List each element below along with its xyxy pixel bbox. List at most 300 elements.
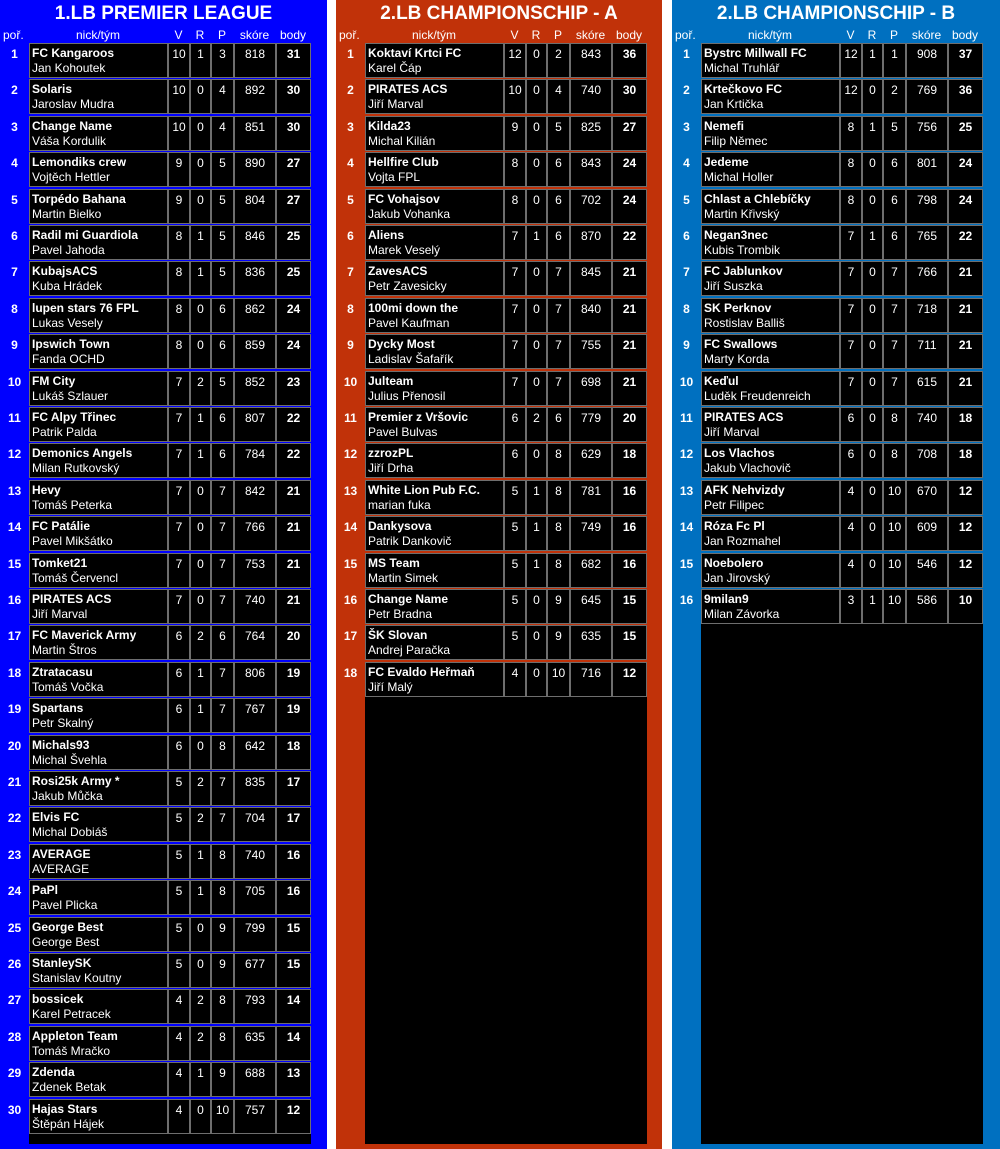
row-rank: 14: [7, 520, 22, 535]
row-v: 4: [840, 553, 862, 588]
row-rank: 18: [343, 665, 358, 680]
row-r: 1: [190, 844, 211, 879]
row-v: 5: [504, 625, 526, 660]
player-name: Jan Krtička: [704, 97, 764, 112]
table-row: [336, 152, 662, 188]
row-rank: 13: [343, 483, 358, 498]
player-name: Tomáš Peterka: [32, 497, 113, 512]
table-row: [0, 917, 327, 953]
row-points: 24: [612, 152, 647, 187]
row-r: 0: [862, 407, 883, 442]
row-points: 22: [612, 225, 647, 260]
table-row: [0, 480, 327, 516]
team-name: Ztratacasu: [32, 664, 93, 679]
header-points: body: [615, 28, 643, 42]
row-p: 7: [211, 807, 234, 842]
row-score: 799: [234, 917, 276, 952]
row-name-cell: [365, 116, 504, 151]
row-rank: 25: [7, 920, 22, 935]
row-points: 18: [612, 443, 647, 478]
header-score: skóre: [575, 28, 606, 42]
row-name-cell: [29, 1026, 168, 1061]
table-row: [336, 480, 662, 516]
row-r: 1: [190, 225, 211, 260]
row-v: 4: [168, 1062, 190, 1097]
row-p: 5: [211, 189, 234, 224]
row-v: 7: [840, 225, 862, 260]
row-rank: 6: [11, 229, 18, 243]
team-name: PIRATES ACS: [32, 592, 112, 606]
row-points: 17: [276, 771, 311, 806]
row-score: 635: [570, 625, 612, 660]
row-p: 10: [883, 589, 906, 624]
row-points: 21: [612, 261, 647, 296]
team-name: Kilda23: [368, 118, 411, 133]
table-row: [0, 698, 327, 734]
row-score: 705: [234, 880, 276, 915]
table-row: [336, 43, 662, 79]
row-name-cell: [701, 261, 840, 296]
row-rank: 10: [679, 374, 694, 389]
table-row: [0, 844, 327, 880]
table-row: [336, 516, 662, 552]
row-p: 9: [547, 589, 570, 624]
row-r: 0: [190, 516, 211, 551]
row-points: 17: [276, 807, 311, 842]
row-rank: 6: [347, 229, 354, 243]
player-name: Jakub Vohanka: [368, 206, 451, 221]
table-row: [672, 480, 1000, 516]
row-r: 1: [190, 662, 211, 697]
row-points: 21: [612, 334, 647, 369]
table-row: [336, 116, 662, 152]
row-v: 5: [504, 589, 526, 624]
player-name: Petr Bradna: [368, 607, 433, 621]
team-name: Tomket21: [32, 555, 88, 570]
table-row: [0, 1026, 327, 1062]
row-r: 0: [526, 589, 547, 624]
row-r: 0: [190, 735, 211, 770]
championship-a-panel: [336, 0, 662, 1149]
row-r: 0: [862, 79, 883, 114]
row-p: 8: [211, 989, 234, 1024]
row-name-cell: [365, 625, 504, 660]
row-v: 12: [840, 79, 862, 114]
row-name-cell: [29, 880, 168, 915]
player-name: Jiří Marval: [368, 97, 424, 112]
row-p: 7: [547, 261, 570, 296]
team-name: Demonics Angels: [32, 446, 133, 461]
row-points: 25: [276, 225, 311, 260]
row-score: 753: [234, 553, 276, 588]
team-name: FC Vohajsov: [368, 191, 440, 206]
header-rank: poř.: [339, 28, 360, 42]
header-score: skóre: [911, 28, 942, 42]
row-score: 890: [234, 152, 276, 187]
row-score: 801: [906, 152, 948, 187]
team-name: George Best: [32, 919, 104, 934]
player-name: Vojtěch Hettler: [32, 170, 111, 185]
row-v: 12: [504, 43, 526, 78]
row-score: 704: [234, 807, 276, 842]
row-name-cell: [29, 261, 168, 296]
row-score: 870: [570, 225, 612, 260]
row-points: 18: [276, 735, 311, 770]
row-score: 740: [906, 407, 948, 442]
row-points: 12: [948, 516, 983, 551]
row-p: 8: [547, 480, 570, 515]
row-rank: 10: [343, 374, 358, 389]
row-name-cell: [365, 589, 504, 624]
team-name: Radil mi Guardiola: [32, 228, 139, 242]
team-name: Hellfire Club: [368, 155, 439, 170]
row-score: 843: [570, 43, 612, 78]
header-v: V: [174, 28, 183, 42]
table-row: [0, 371, 327, 407]
row-name-cell: [701, 516, 840, 551]
row-points: 24: [948, 152, 983, 187]
player-name: Jiří Suszka: [704, 279, 763, 294]
row-v: 4: [168, 989, 190, 1024]
row-name-cell: [29, 771, 168, 806]
player-name: Pavel Bulvas: [368, 425, 438, 439]
row-p: 5: [211, 371, 234, 406]
row-score: 546: [906, 553, 948, 588]
team-name: AFK Nehvizdy: [704, 482, 785, 497]
row-rank: 4: [683, 156, 690, 171]
row-points: 19: [276, 662, 311, 697]
row-r: 2: [190, 807, 211, 842]
row-points: 36: [612, 43, 647, 78]
row-p: 4: [211, 79, 234, 114]
row-rank: 14: [679, 520, 694, 535]
row-score: 806: [234, 662, 276, 697]
row-r: 0: [190, 1099, 211, 1134]
team-name: Change Name: [368, 592, 449, 606]
row-points: 15: [276, 917, 311, 952]
row-v: 9: [168, 152, 190, 187]
row-name-cell: [29, 589, 168, 624]
player-name: Michal Kilián: [368, 133, 436, 148]
row-rank: 8: [11, 301, 18, 316]
row-p: 5: [211, 225, 234, 260]
row-points: 21: [276, 516, 311, 551]
team-name: Keďul: [704, 373, 739, 388]
row-r: 1: [190, 880, 211, 915]
row-rank: 2: [683, 83, 690, 98]
row-points: 21: [276, 553, 311, 588]
row-r: 1: [862, 589, 883, 624]
team-name: Ipswich Town: [32, 337, 110, 352]
row-p: 5: [211, 261, 234, 296]
player-name: Jan Jirovský: [704, 570, 771, 585]
row-v: 5: [504, 480, 526, 515]
row-p: 2: [883, 79, 906, 114]
table-row: [0, 116, 327, 152]
row-r: 0: [190, 298, 211, 333]
team-name: Krtečkovo FC: [704, 82, 783, 97]
team-name: FC Maverick Army: [32, 628, 137, 643]
team-name: bossicek: [32, 992, 84, 1007]
table-row: [672, 371, 1000, 407]
team-name: Lemondiks crew: [32, 155, 127, 170]
table-row: [0, 735, 327, 771]
player-name: Michal Truhlář: [704, 61, 780, 75]
row-name-cell: [29, 735, 168, 770]
team-name: FC Alpy Třinec: [32, 410, 117, 424]
player-name: Milan Závorka: [704, 607, 780, 621]
row-v: 6: [504, 407, 526, 442]
row-score: 781: [570, 480, 612, 515]
row-rank: 3: [11, 119, 18, 134]
team-name: Rosi25k Army *: [32, 774, 120, 788]
header-points: body: [951, 28, 979, 42]
row-points: 25: [948, 116, 983, 151]
row-points: 19: [276, 698, 311, 733]
team-name: PIRATES ACS: [368, 82, 448, 97]
row-points: 24: [948, 189, 983, 224]
row-rank: 28: [7, 1029, 22, 1044]
row-p: 7: [211, 589, 234, 624]
table-row: [672, 189, 1000, 225]
row-score: 766: [234, 516, 276, 551]
row-rank: 9: [347, 338, 354, 353]
row-score: 859: [234, 334, 276, 369]
row-rank: 8: [683, 301, 690, 316]
team-name: 100mi down the: [368, 300, 459, 315]
row-v: 5: [168, 953, 190, 988]
table-row: [672, 407, 1000, 443]
row-v: 7: [504, 225, 526, 260]
player-name: Pavel Plicka: [32, 898, 98, 913]
row-name-cell: [701, 589, 840, 624]
row-v: 7: [168, 407, 190, 442]
row-rank: 3: [347, 119, 354, 134]
player-name: Julius Přenosil: [368, 388, 446, 403]
row-r: 0: [862, 480, 883, 515]
row-r: 1: [526, 225, 547, 260]
row-name-cell: [29, 225, 168, 260]
row-p: 9: [547, 625, 570, 660]
row-p: 8: [883, 443, 906, 478]
player-name: Kubis Trombik: [704, 243, 781, 257]
table-row: [336, 553, 662, 589]
table-row: [672, 298, 1000, 334]
row-p: 8: [547, 516, 570, 551]
row-v: 5: [504, 553, 526, 588]
row-v: 5: [504, 516, 526, 551]
row-p: 7: [211, 771, 234, 806]
row-r: 0: [526, 261, 547, 296]
player-name: Lukas Vesely: [32, 315, 103, 330]
row-r: 1: [862, 43, 883, 78]
row-r: 0: [526, 43, 547, 78]
team-name: Michals93: [32, 737, 90, 752]
row-v: 6: [168, 698, 190, 733]
row-p: 7: [211, 662, 234, 697]
row-score: 835: [234, 771, 276, 806]
row-name-cell: [29, 553, 168, 588]
row-v: 6: [168, 735, 190, 770]
row-rank: 4: [11, 156, 18, 171]
table-row: [0, 989, 327, 1025]
player-name: Marty Korda: [704, 352, 770, 367]
row-v: 10: [168, 43, 190, 78]
team-name: FC Evaldo Heřmaň: [368, 664, 475, 679]
team-name: Change Name: [32, 118, 113, 133]
row-v: 10: [168, 116, 190, 151]
row-rank: 20: [7, 738, 22, 753]
row-points: 27: [612, 116, 647, 151]
player-name: Zdenek Betak: [32, 1080, 107, 1095]
row-name-cell: [365, 516, 504, 551]
row-r: 0: [862, 298, 883, 333]
row-name-cell: [365, 407, 504, 442]
row-rank: 30: [7, 1102, 22, 1117]
row-rank: 11: [680, 411, 693, 425]
row-score: 779: [570, 407, 612, 442]
team-name: Koktaví Krtci FC: [368, 46, 462, 60]
row-v: 7: [168, 371, 190, 406]
row-points: 14: [276, 1026, 311, 1061]
row-points: 21: [948, 261, 983, 296]
team-name: AVERAGE: [32, 846, 91, 861]
team-name: Zdenda: [32, 1065, 75, 1080]
row-rank: 29: [7, 1066, 22, 1081]
table-row: [0, 953, 327, 989]
row-points: 21: [612, 298, 647, 333]
team-name: White Lion Pub F.C.: [368, 482, 480, 497]
row-name-cell: [29, 1099, 168, 1134]
row-points: 30: [276, 79, 311, 114]
player-name: Tomáš Červencl: [32, 570, 119, 585]
row-rank: 2: [11, 83, 18, 98]
table-row: [336, 334, 662, 370]
row-v: 8: [504, 189, 526, 224]
table-row: [672, 516, 1000, 552]
row-score: 635: [234, 1026, 276, 1061]
row-points: 16: [276, 880, 311, 915]
player-name: Pavel Mikšátko: [32, 534, 113, 549]
row-score: 818: [234, 43, 276, 78]
row-name-cell: [29, 917, 168, 952]
row-score: 892: [234, 79, 276, 114]
row-rank: 13: [7, 483, 22, 498]
player-name: Patrik Dankovič: [368, 534, 452, 549]
row-name-cell: [29, 625, 168, 660]
row-score: 843: [570, 152, 612, 187]
row-name-cell: [365, 443, 504, 478]
table-row: [0, 261, 327, 297]
row-rank: 17: [7, 629, 22, 644]
row-score: 767: [234, 698, 276, 733]
player-name: Petr Skalný: [32, 716, 94, 731]
row-r: 1: [862, 225, 883, 260]
row-r: 0: [862, 371, 883, 406]
row-name-cell: [365, 480, 504, 515]
row-r: 0: [862, 189, 883, 224]
row-score: 765: [906, 225, 948, 260]
row-p: 6: [883, 225, 906, 260]
header-name: nick/tým: [75, 28, 120, 42]
row-v: 8: [840, 189, 862, 224]
row-points: 21: [948, 334, 983, 369]
row-name-cell: [365, 371, 504, 406]
row-points: 10: [948, 589, 983, 624]
player-name: Jiří Drha: [368, 461, 414, 476]
row-r: 0: [526, 79, 547, 114]
row-name-cell: [29, 152, 168, 187]
team-name: Solaris: [32, 82, 73, 97]
row-name-cell: [29, 189, 168, 224]
row-points: 21: [948, 298, 983, 333]
row-r: 1: [190, 407, 211, 442]
row-p: 4: [547, 79, 570, 114]
row-name-cell: [701, 79, 840, 114]
row-v: 4: [840, 480, 862, 515]
player-name: Vojta FPL: [368, 170, 421, 185]
row-r: 0: [190, 917, 211, 952]
row-p: 9: [211, 1062, 234, 1097]
row-points: 24: [276, 298, 311, 333]
team-name: Spartans: [32, 701, 84, 716]
row-score: 757: [234, 1099, 276, 1134]
row-v: 8: [840, 152, 862, 187]
team-name: KubajsACS: [32, 264, 98, 279]
row-v: 5: [168, 771, 190, 806]
player-name: Tomáš Vočka: [32, 679, 104, 694]
player-name: Michal Dobiáš: [32, 825, 108, 840]
player-name: Stanislav Koutny: [32, 971, 122, 985]
row-rank: 1: [347, 47, 354, 61]
row-v: 6: [168, 625, 190, 660]
table-row: [672, 589, 1000, 625]
table-row: [336, 589, 662, 625]
row-v: 6: [840, 443, 862, 478]
row-p: 8: [547, 553, 570, 588]
row-r: 2: [190, 371, 211, 406]
row-name-cell: [29, 953, 168, 988]
row-rank: 19: [7, 702, 22, 717]
row-v: 8: [840, 116, 862, 151]
row-points: 21: [612, 371, 647, 406]
player-name: Jiří Malý: [368, 679, 413, 694]
championship-b-panel: [672, 0, 1000, 1149]
row-points: 15: [612, 625, 647, 660]
row-name-cell: [701, 189, 840, 224]
header-r: R: [195, 28, 205, 42]
championship-a-header: [336, 27, 662, 43]
row-v: 5: [168, 917, 190, 952]
row-name-cell: [701, 43, 840, 78]
row-p: 8: [211, 880, 234, 915]
player-name: Michal Holler: [704, 170, 774, 185]
row-name-cell: [365, 298, 504, 333]
row-points: 16: [612, 553, 647, 588]
row-v: 5: [168, 844, 190, 879]
row-points: 16: [612, 480, 647, 515]
team-name: Róza Fc Pl: [704, 519, 765, 534]
row-v: 8: [504, 152, 526, 187]
row-v: 5: [168, 880, 190, 915]
team-name: SK Perknov: [704, 300, 772, 315]
table-row: [336, 371, 662, 407]
player-name: Jiří Marval: [32, 607, 88, 621]
row-rank: 9: [683, 338, 690, 353]
row-v: 3: [840, 589, 862, 624]
row-r: 0: [190, 589, 211, 624]
header-v: V: [846, 28, 855, 42]
